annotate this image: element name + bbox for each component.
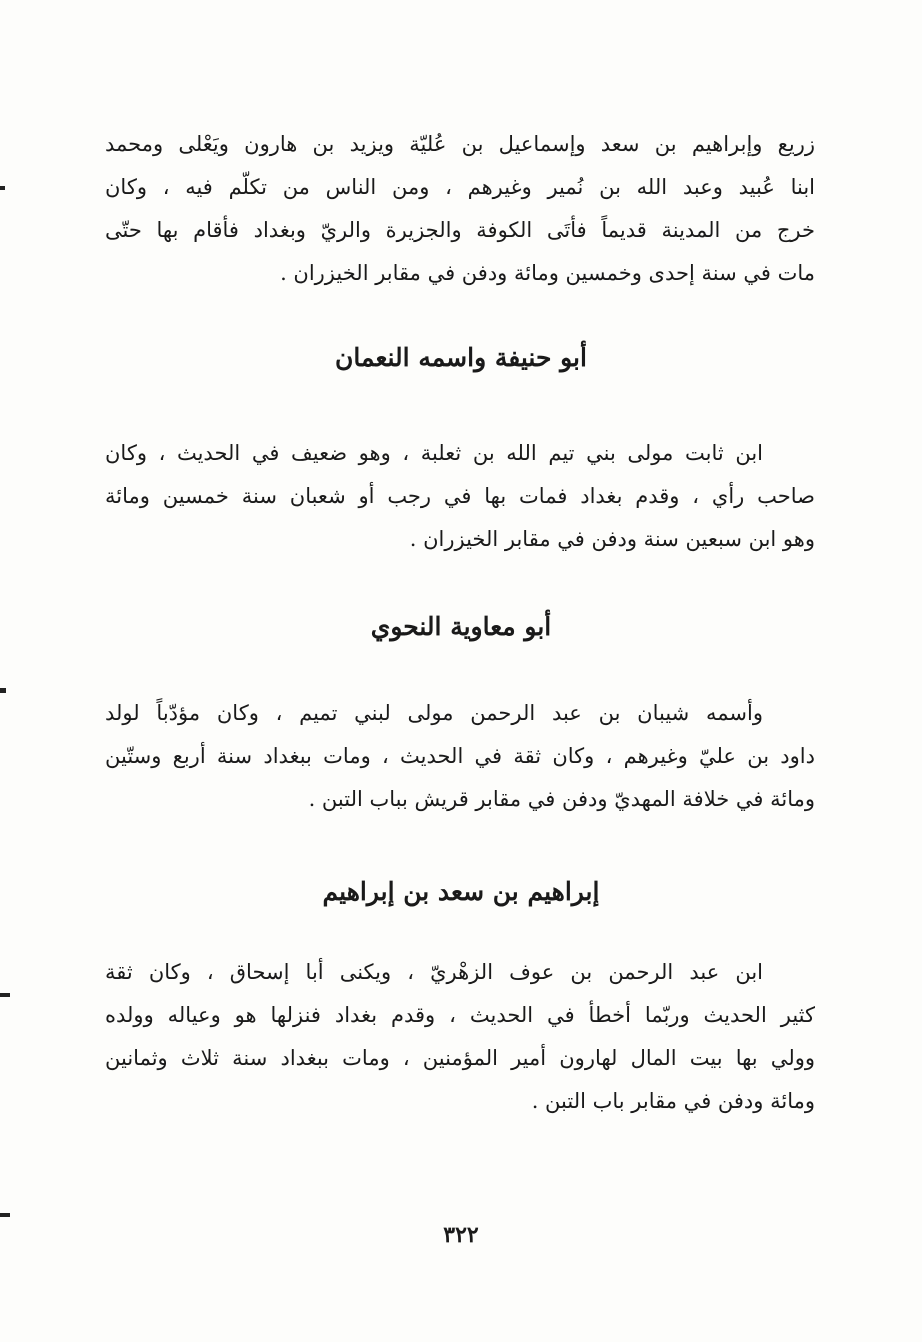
paragraph-line: وهو ابن سبعين سنة ودفن في مقابر الخيزران . — [409, 527, 815, 551]
section-heading-ibrahim-ibn-saad: إبراهيم بن سعد بن إبراهيم — [322, 877, 600, 906]
paragraph-line: مات في سنة إحدى وخمسين ومائة ودفن في مقابر الخيزران . — [280, 261, 815, 285]
scan-edge-mark — [0, 186, 5, 190]
paragraph-line: زريع وإبراهيم بن سعد وإسماعيل بن عُليّة ويزيد بن هارون ويَعْلى ومحمد — [105, 132, 815, 156]
paragraph-line: كثير الحديث وربّما أخطأ في الحديث ، وقدم بغداد فنزلها هو وعياله وولده — [105, 1003, 815, 1027]
paragraph-line: ومائة ودفن في مقابر باب التبن . — [531, 1089, 815, 1113]
paragraph-line: خرج من المدينة قديماً فأتَى الكوفة والجزيرة والريّ وبغداد فأقام بها حتّى — [105, 218, 816, 242]
paragraph-line: ابن ثابت مولى بني تيم الله بن ثعلبة ، وهو ضعيف في الحديث ، وكان — [105, 441, 763, 465]
abu-hanifa-paragraph — [105, 432, 815, 561]
paragraph-line: وأسمه شيبان بن عبد الرحمن مولى لبني تميم ، وكان مؤدّباً لولد — [105, 701, 763, 725]
paragraph-line: صاحب رأي ، وقدم بغداد فمات بها في رجب أو شعبان سنة خمسين ومائة — [105, 484, 815, 508]
section-heading-abu-hanifa: أبو حنيفة واسمه النعمان — [335, 343, 587, 372]
paragraph-line: ابنا عُبيد وعبد الله بن نُمير وغيرهم ، ومن الناس من تكلّم فيه ، وكان — [105, 175, 815, 199]
paragraph-line: ومائة في خلافة المهديّ ودفن في مقابر قريش بباب التبن . — [308, 787, 815, 811]
page-number: ٣٢٢ — [443, 1222, 479, 1248]
paragraph-line: وولي بها بيت المال لهارون أمير المؤمنين ، ومات ببغداد سنة ثلاث وثمانين — [105, 1046, 815, 1070]
section-heading-abu-muawiya: أبو معاوية النحوي — [370, 612, 552, 641]
paragraph-line: ابن عبد الرحمن بن عوف الزهْريّ ، ويكنى أبا إسحاق ، وكان ثقة — [105, 960, 763, 984]
paragraph-line: داود بن عليّ وغيرهم ، وكان ثقة في الحديث ، ومات ببغداد سنة أربع وستّين — [105, 744, 815, 768]
scan-edge-mark — [0, 688, 6, 693]
abu-muawiya-paragraph — [105, 692, 815, 821]
ibrahim-ibn-saad-paragraph — [105, 951, 815, 1123]
scan-edge-mark — [0, 1213, 10, 1217]
continuation-paragraph — [105, 123, 815, 295]
scan-edge-mark — [0, 993, 10, 997]
